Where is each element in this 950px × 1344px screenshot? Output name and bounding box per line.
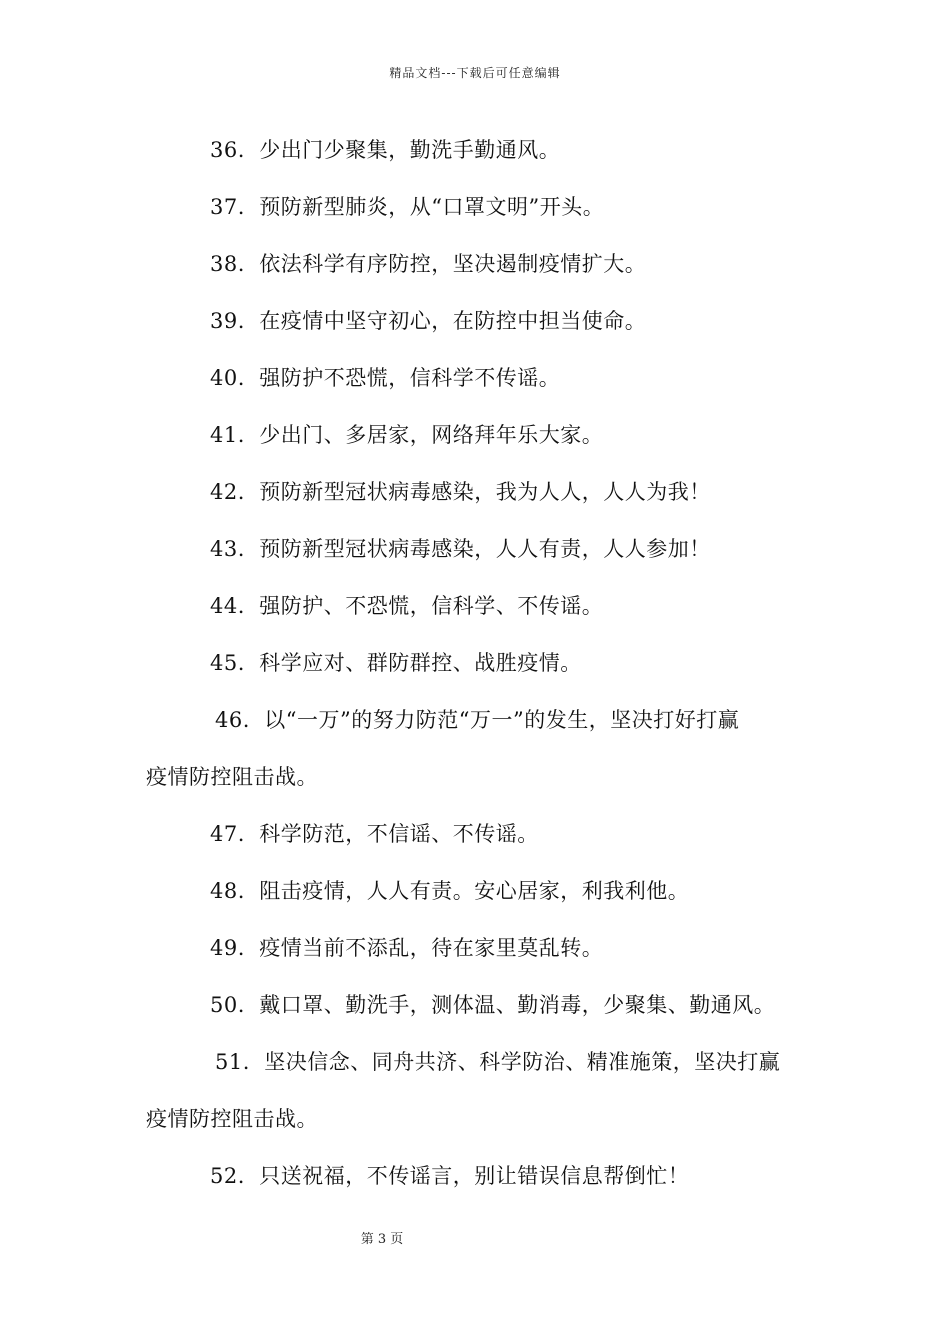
item-number: 52. [210, 1164, 245, 1188]
item-number: 38. [210, 252, 245, 276]
item-number: 43. [210, 537, 245, 561]
list-item [146, 1154, 810, 1211]
item-text: 戴口罩、勤洗手，测体温、勤消毒，少聚集、勤通风。 [259, 993, 776, 1017]
page-number: 第 3 页 [360, 1232, 404, 1247]
list-item-continuation: 疫情防控阻击战。 [146, 765, 318, 789]
list-item [146, 185, 810, 242]
item-number: 46. [215, 708, 250, 732]
list-item [146, 299, 810, 356]
item-number: 40. [210, 366, 245, 390]
list-item [146, 1040, 810, 1097]
item-text: 只送祝福，不传谣言，别让错误信息帮倒忙！ [259, 1164, 690, 1188]
item-number: 51. [215, 1050, 250, 1074]
item-number: 44. [210, 594, 245, 618]
item-number: 37. [210, 195, 245, 219]
item-number: 50. [210, 993, 245, 1017]
item-text: 以“一万”的努力防范“万一”的发生，坚决打好打赢 [264, 708, 740, 732]
item-text: 在疫情中坚守初心，在防控中担当使命。 [259, 309, 647, 333]
item-number: 36. [210, 138, 245, 162]
item-text: 疫情当前不添乱，待在家里莫乱转。 [259, 936, 604, 960]
item-text: 阻击疫情，人人有责。安心居家，利我利他。 [259, 879, 690, 903]
item-text: 少出门少聚集，勤洗手勤通风。 [259, 138, 561, 162]
list-item [146, 869, 810, 926]
item-text: 预防新型冠状病毒感染，人人有责，人人参加！ [259, 537, 711, 561]
page-header: 精品文档---下载后可任意编辑 [389, 66, 561, 80]
item-number: 48. [210, 879, 245, 903]
list-item [146, 698, 810, 755]
item-number: 45. [210, 651, 245, 675]
list-item [146, 470, 810, 527]
list-item [146, 812, 810, 869]
list-item [146, 527, 810, 584]
item-text: 预防新型冠状病毒感染，我为人人，人人为我！ [259, 480, 711, 504]
item-text: 科学应对、群防群控、战胜疫情。 [259, 651, 582, 675]
list-item [146, 413, 810, 470]
item-text: 坚决信念、同舟共济、科学防治、精准施策，坚决打赢 [264, 1050, 781, 1074]
list-item [146, 584, 810, 641]
item-number: 42. [210, 480, 245, 504]
list-item [146, 242, 810, 299]
list-item-continuation: 疫情防控阻击战。 [146, 1107, 318, 1131]
slogan-list [146, 128, 810, 1211]
list-item [146, 926, 810, 983]
item-number: 39. [210, 309, 245, 333]
item-number: 49. [210, 936, 245, 960]
item-text: 依法科学有序防控，坚决遏制疫情扩大。 [259, 252, 647, 276]
item-text: 预防新型肺炎，从“口罩文明”开头。 [259, 195, 605, 219]
item-text: 科学防范，不信谣、不传谣。 [259, 822, 539, 846]
list-item [146, 983, 810, 1040]
item-number: 47. [210, 822, 245, 846]
item-number: 41. [210, 423, 245, 447]
list-item [146, 128, 810, 185]
item-text: 强防护、不恐慌，信科学、不传谣。 [259, 594, 604, 618]
item-text: 强防护不恐慌，信科学不传谣。 [259, 366, 561, 390]
item-text: 少出门、多居家，网络拜年乐大家。 [259, 423, 604, 447]
list-item [146, 641, 810, 698]
list-item [146, 356, 810, 413]
